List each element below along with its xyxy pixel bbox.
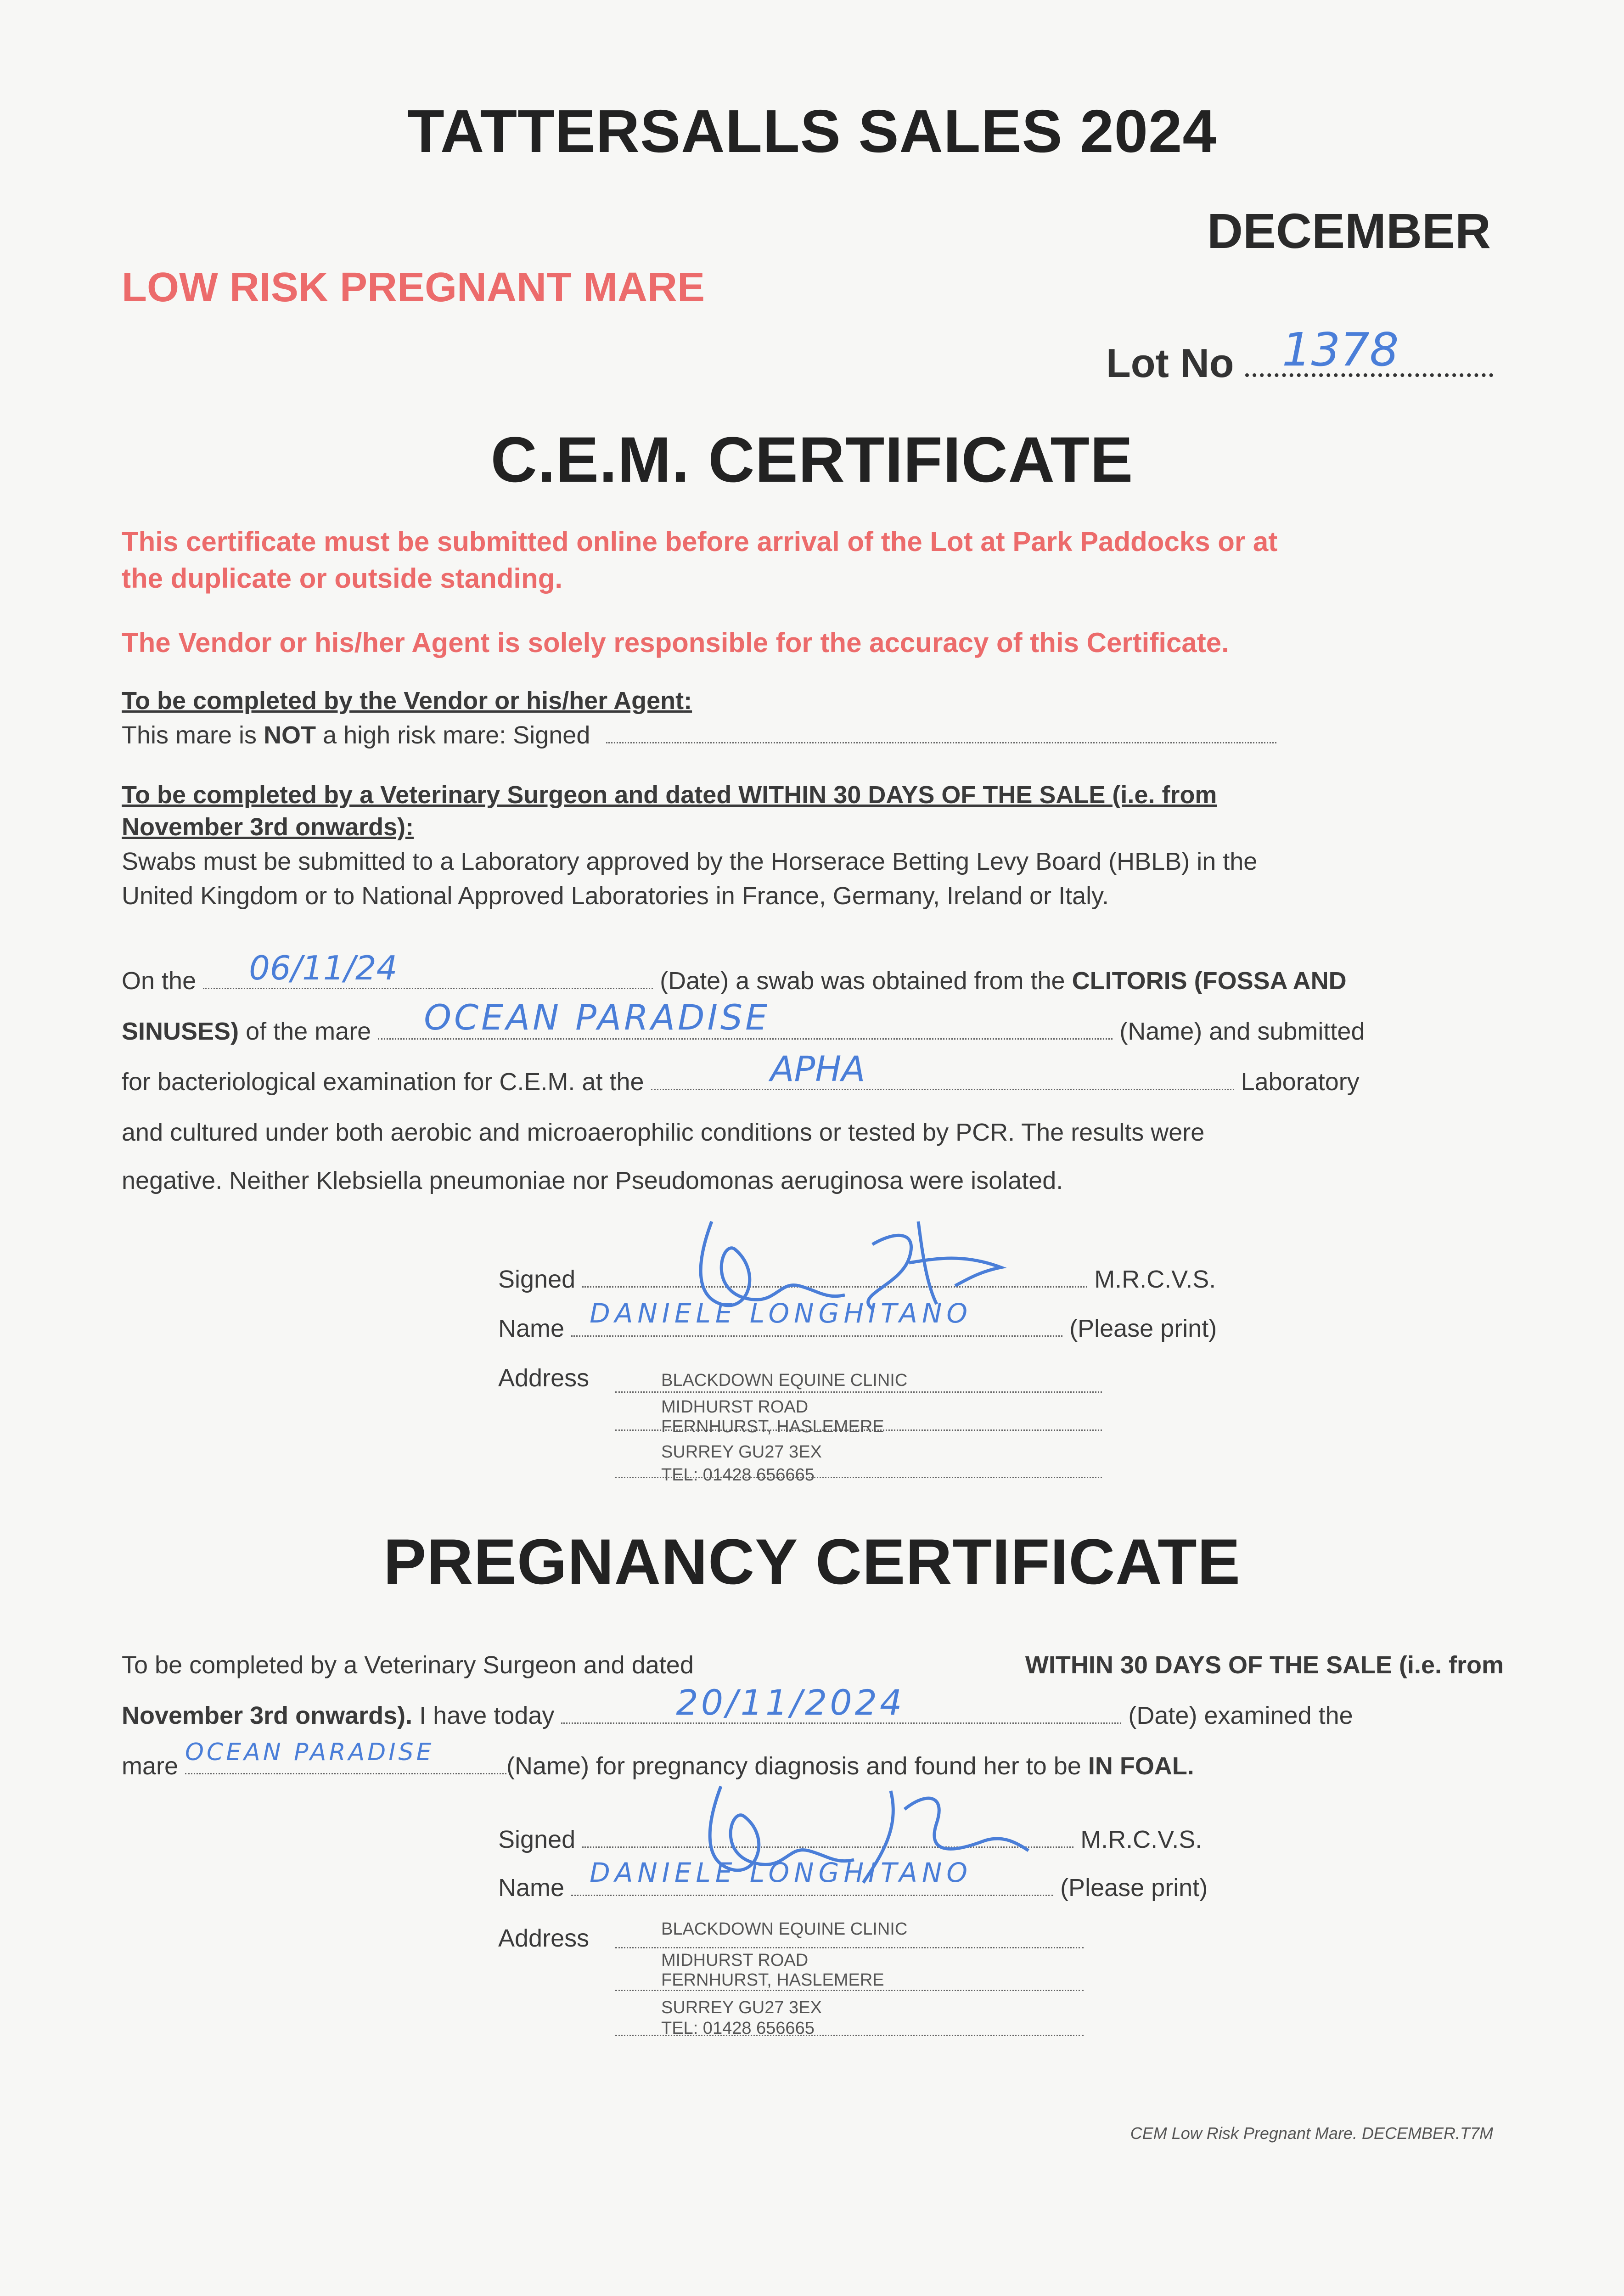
lab-name: APHA <box>770 1048 865 1089</box>
cem-title: C.E.M. CERTIFICATE <box>490 423 1134 495</box>
pregnancy-address-label: Address <box>498 1925 590 1952</box>
swab-lab-row: for bacteriological examination for C.E.M. at the APHA Laboratory <box>122 1048 1360 1096</box>
swab-date: 06/11/24 <box>249 949 398 987</box>
swab-mare-row: SINUSES) of the mare OCEAN PARADISE (Name) and submitted <box>122 997 1365 1045</box>
footer-reference: CEM Low Risk Pregnant Mare. DECEMBER.T7M <box>1130 2124 1493 2143</box>
pregnancy-name-row: Name DANIELE LONGHITANO (Please print) <box>498 1857 1208 1902</box>
vendor-statement: This mare is NOT a high risk mare: Signed <box>122 721 1276 749</box>
lot-number: 1378 <box>1282 323 1399 377</box>
lot-label: Lot No <box>1106 340 1234 386</box>
pregnancy-vet-name: DANIELE LONGHITANO <box>590 1857 972 1888</box>
cem-notice-1b: the duplicate or outside standing. <box>122 563 563 594</box>
pregnancy-line-2: November 3rd onwards). I have today 20/11/2024 (Date) examined the <box>122 1682 1353 1729</box>
culture-text: and cultured under both aerobic and microaerophilic conditions or tested by PCR. The results were <box>122 1119 1205 1146</box>
address-line: SURREY GU27 3EX <box>661 1998 822 2017</box>
address-line: FERNHURST, HASLEMERE <box>661 1970 884 1990</box>
vendor-heading: To be completed by the Vendor or his/her Agent: <box>122 687 692 715</box>
cem-name-row: Name DANIELE LONGHITANO (Please print) <box>498 1298 1217 1342</box>
cem-notice-1a: This certificate must be submitted online before arrival of the Lot at Park Paddocks or at <box>122 526 1278 557</box>
sale-month: DECEMBER <box>1207 203 1491 259</box>
swab-text-b: United Kingdom or to National Approved Laboratories in France, Germany, Ireland or Italy. <box>122 882 1109 910</box>
pregnancy-line-1: To be completed by a Veterinary Surgeon and dated WITHIN 30 DAYS OF THE SALE (i.e. from <box>122 1651 1504 1679</box>
address-line: MIDHURST ROAD <box>661 1951 809 1970</box>
lot-number-row <box>1106 323 1493 387</box>
address-line: TEL: 01428 656665 <box>661 2019 815 2038</box>
cem-address-label: Address <box>498 1364 590 1392</box>
swab-text-a: Swabs must be submitted to a Laboratory approved by the Horserace Betting Levy Board (HBLB) in the <box>122 848 1258 875</box>
pregnancy-line-3: mare OCEAN PARADISE (Name) for pregnancy diagnosis and found her to be IN FOAL. <box>122 1739 1194 1780</box>
address-line: TEL: 01428 656665 <box>661 1465 815 1485</box>
pregnancy-date: 20/11/2024 <box>676 1682 905 1723</box>
address-line: BLACKDOWN EQUINE CLINIC <box>661 1919 908 1939</box>
pregnancy-address-lines <box>615 1919 1084 2036</box>
vet-heading-b: November 3rd onwards): <box>122 813 414 841</box>
address-line: SURREY GU27 3EX <box>661 1442 822 1462</box>
swab-date-row: On the 06/11/24 (Date) a swab was obtained from the CLITORIS (FOSSA AND <box>122 949 1347 995</box>
cem-mare-name: OCEAN PARADISE <box>424 997 770 1038</box>
pregnancy-title: PREGNANCY CERTIFICATE <box>383 1525 1241 1598</box>
pregnancy-mare-name: OCEAN PARADISE <box>185 1739 434 1766</box>
cem-signed-row: Signed M.R.C.V.S. <box>498 1266 1216 1293</box>
cem-address-lines <box>615 1371 1102 1485</box>
category-label: LOW RISK PREGNANT MARE <box>122 264 705 310</box>
negative-text: negative. Neither Klebsiella pneumoniae nor Pseudomonas aeruginosa were isolated. <box>122 1167 1063 1194</box>
address-line: FERNHURST, HASLEMERE <box>661 1417 884 1436</box>
address-line: MIDHURST ROAD <box>661 1397 809 1417</box>
cem-notice-2: The Vendor or his/her Agent is solely responsible for the accuracy of this Certificate. <box>122 627 1229 658</box>
cem-vet-name: DANIELE LONGHITANO <box>590 1298 972 1329</box>
address-line: BLACKDOWN EQUINE CLINIC <box>661 1371 908 1390</box>
page-title: TATTERSALLS SALES 2024 <box>407 97 1217 165</box>
vet-heading-a: To be completed by a Veterinary Surgeon and dated WITHIN 30 DAYS OF THE SALE (i.e. from <box>122 781 1217 809</box>
pregnancy-signed-row: Signed M.R.C.V.S. <box>498 1826 1203 1853</box>
